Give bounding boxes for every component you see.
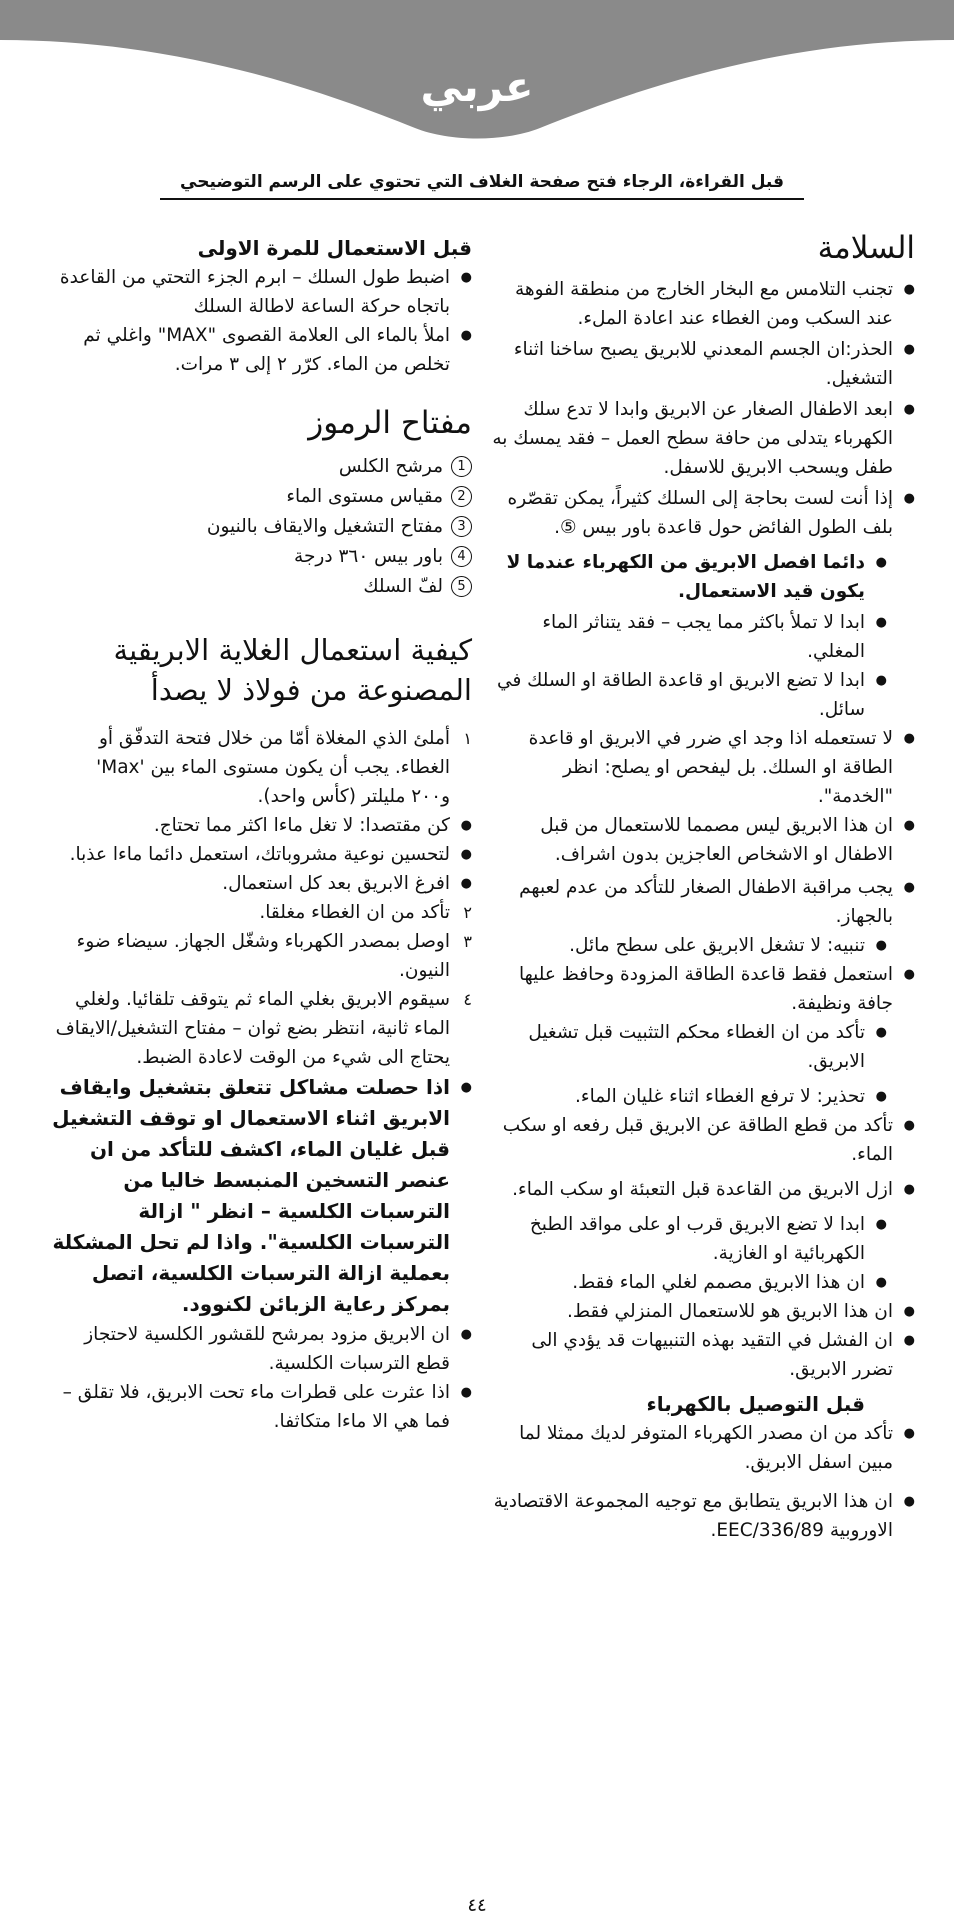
safety-item: ● ابدا لا تضع الابريق او قاعدة الطاقة او السلك في سائل.: [490, 666, 915, 724]
safety-item-caution: ● تنبيه: لا تشغل الابريق على سطح مائل.: [490, 931, 915, 960]
safety-item: ● يجب مراقبة الاطفال الصغار للتأكد من عدم لعبهم بالجهاز.: [490, 873, 915, 931]
safety-item: ● ان هذا الابريق مصمم لغلي الماء فقط.: [490, 1268, 915, 1297]
key-label: باور بيس ٣٦٠ درجة: [294, 546, 443, 567]
howto-tip: ● ان الابريق مزود بمرشح للقشور الكلسية لاحتجاز قطع الترسبات الكلسية.: [52, 1320, 472, 1378]
first-use-heading: قبل الاستعمال للمرة الاولى: [197, 236, 472, 260]
key-item-4: [52, 542, 472, 572]
before-plugging-heading: قبل التوصيل بالكهرباء: [646, 1392, 865, 1416]
howto-tip: ● اذا عثرت على قطرات ماء تحت الابريق، فلا تقلق – فما هي الا ماءا متكاثفا.: [52, 1378, 472, 1436]
safety-item: ● استعمل فقط قاعدة الطاقة المزودة وحافظ عليها جافة ونظيفة.: [490, 960, 915, 1018]
key-label: لفّ السلك: [363, 576, 443, 597]
safety-item: ● تجنب التلامس مع البخار الخارج من منطقة الفوهة عند السكب ومن الغطاء عند اعادة الملء.: [490, 275, 915, 333]
safety-item: ● تحذير: لا ترفع الغطاء اثناء غليان الماء.: [490, 1082, 915, 1111]
howto-heading: [52, 630, 472, 710]
safety-item: ● ازل الابريق من القاعدة قبل التعبئة او سكب الماء.: [490, 1175, 915, 1204]
safety-heading: السلامة: [817, 230, 915, 266]
safety-item: ● ابدا لا تضع الابريق قرب او على مواقد الطبخ الكهربائية او الغازية.: [490, 1210, 915, 1268]
safety-item: ● الحذر:ان الجسم المعدني للابريق يصبح ساخنا اثناء التشغيل.: [490, 335, 915, 393]
first-use-item: ● املأ بالماء الى العلامة القصوى "MAX" واغلي ثم تخلص من الماء. كرّر ٢ إلى ٣ مرات.: [52, 321, 472, 379]
howto-step-3: [52, 927, 472, 985]
number-2-circle-icon: 2: [451, 486, 472, 507]
first-use-list: [52, 263, 472, 379]
left-column: [52, 234, 472, 1436]
key-label: مفتاح التشغيل والايقاف بالنيون: [206, 516, 443, 537]
page-number: ٤٤: [467, 1895, 487, 1916]
key-item-3: [52, 512, 472, 542]
key-label: مقياس مستوى الماء: [286, 486, 443, 507]
number-1-circle-icon: 1: [451, 456, 472, 477]
plugging-item: ● تأكد من ان مصدر الكهرباء المتوفر لديك ممثلا لما مبين اسفل الابريق.: [490, 1419, 915, 1477]
safety-item: ● إذا أنت لست بحاجة إلى السلك كثيراً، يمكن تقصّره بلف الطول الفائض حول قاعدة باور بيس ⑤.: [490, 484, 915, 542]
safety-item: ● ابعد الاطفال الصغار عن الابريق وابدا لا تدع سلك الكهرباء يتدلى من حافة سطح العمل – فقد يمسك به طفل ويسحب الابريق للاسفل.: [490, 395, 915, 482]
step-number: ٢: [463, 903, 472, 922]
howto-step-2: [52, 898, 472, 927]
howto-tip: ● افرغ الابريق بعد كل استعمال.: [52, 869, 472, 898]
key-list: [52, 452, 472, 602]
right-column: [490, 230, 915, 1545]
key-heading: مفتاح الرموز: [308, 405, 472, 441]
safety-list: [490, 275, 915, 1384]
plugging-item: ● ان هذا الابريق يتطابق مع توجيه المجموعة الاقتصادية الاوروبية EEC/336/89.: [490, 1487, 915, 1545]
step-number: ١: [463, 729, 472, 748]
safety-item: ● ان الفشل في التقيد بهذه التنبيهات قد يؤدي الى تضرر الابريق.: [490, 1326, 915, 1384]
key-item-1: [52, 452, 472, 482]
safety-item: ● ابدا لا تملأ باكثر مما يجب – فقد يتناثر الماء المغلي.: [490, 608, 915, 666]
howto-tip: ● كن مقتصدا: لا تغل ماءا اكثر مما تحتاج.: [52, 811, 472, 840]
step-number: ٣: [463, 932, 472, 951]
key-label: مرشح الكلس: [338, 456, 443, 477]
first-use-item: ● اضبط طول السلك – ابرم الجزء التحتي من القاعدة باتجاه حركة الساعة لاطالة السلك: [52, 263, 472, 321]
safety-item: ● ان هذا الابريق ليس مصمما للاستعمال من قبل الاطفال او الاشخاص العاجزين بدون اشراف.: [490, 811, 915, 869]
step-text: أملئ الذي المغلاة أمّا من خلال فتحة التدفّق أو الغطاء. يجب أن يكون مستوى الماء بين 'Max' و٢٠٠ مليلتر (كأس واحد).: [96, 728, 450, 807]
howto-tip: ● لتحسين نوعية مشروباتك، استعمل دائما ماءا عذبا.: [52, 840, 472, 869]
step-text: تأكد من ان الغطاء مغلقا.: [259, 902, 450, 923]
howto-problems: ● اذا حصلت مشاكل تتعلق بتشغيل وايقاف الابريق اثناء الاستعمال او توقف التشغيل قبل غليان الماء، اكشف للتأكد من ان عنصر التسخين المنبسط خاليا من الترسبات الكلسية – انظر " ازالة الترسبات الكلسية". واذا لم تحل المشكلة بعملية ازالة الترسبات الكلسية، اتصل بمركز رعاية الزبائن لكنوود.: [52, 1072, 472, 1320]
howto-step-4: [52, 985, 472, 1072]
howto-heading-line2: المصنوعة من فولاذ لا يصدأ: [150, 673, 472, 707]
safety-item: ● تأكد من قطع الطاقة عن الابريق قبل رفعه او سكب الماء.: [490, 1111, 915, 1169]
instruction-line: قبل القراءة، الرجاء فتح صفحة الغلاف التي تحتوي على الرسم التوضيحي: [160, 172, 804, 200]
safety-item: ● تأكد من ان الغطاء محكم التثبيت قبل تشغيل الابريق.: [490, 1018, 915, 1076]
step-text: اوصل بمصدر الكهرباء وشغّل الجهاز. سيضاء ضوء النيون.: [76, 931, 450, 981]
safety-item: ● ان هذا الابريق هو للاستعمال المنزلي فقط.: [490, 1297, 915, 1326]
howto-step-1: [52, 724, 472, 811]
number-3-circle-icon: 3: [451, 516, 472, 537]
safety-item: ● لا تستعمله اذا وجد اي ضرر في الابريق او قاعدة الطاقة او السلك. بل ليفحص او يصلح: انظر "الخدمة".: [490, 724, 915, 811]
step-number: ٤: [463, 990, 472, 1009]
language-title: عربي: [420, 62, 534, 111]
safety-item-unplug: ● دائما افصل الابريق من الكهرباء عندما لا يكون قيد الاستعمال.: [490, 548, 915, 606]
key-item-2: [52, 482, 472, 512]
number-5-circle-icon: 5: [451, 576, 472, 597]
before-plugging-list: [490, 1419, 915, 1545]
howto-heading-line1: كيفية استعمال الغلاية الابريقية: [113, 633, 472, 667]
step-text: سيقوم الابريق بغلي الماء ثم يتوقف تلقائيا. ولغلي الماء ثانية، انتظر بضع ثوان – مفتاح التشغيل/الايقاف يحتاج الى شيء من الوقت لاعادة الضبط.: [55, 989, 450, 1068]
number-4-circle-icon: 4: [451, 546, 472, 567]
key-item-5: [52, 572, 472, 602]
howto-list: [52, 724, 472, 1436]
